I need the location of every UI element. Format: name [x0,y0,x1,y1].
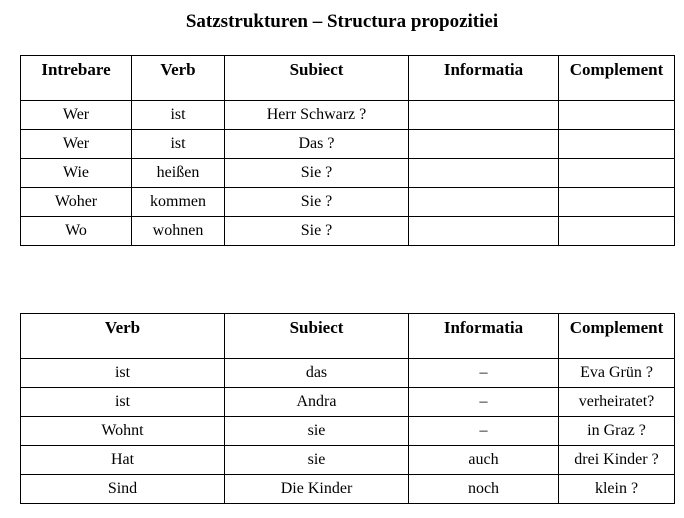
cell-subiect: sie [225,417,409,446]
cell-intrebare: Wie [21,159,132,188]
cell-verb: ist [132,130,225,159]
cell-informatia [409,130,559,159]
cell-verb: ist [132,101,225,130]
cell-complement [559,217,675,246]
column-header-subiect: Subiect [225,314,409,359]
cell-complement [559,130,675,159]
cell-verb: wohnen [132,217,225,246]
cell-verb: Sind [21,475,225,504]
cell-intrebare: Wer [21,101,132,130]
sentence-structure-table-questions [20,55,675,246]
document-title: Satzstrukturen – Structura propozitiei [185,11,499,32]
table-row [21,101,675,130]
cell-informatia: – [409,388,559,417]
cell-complement: verheiratet? [559,388,675,417]
column-header-complement: Complement [559,56,675,101]
cell-complement: Eva Grün ? [559,359,675,388]
cell-informatia: – [409,417,559,446]
cell-complement: drei Kinder ? [559,446,675,475]
table-header-row [21,56,675,101]
table-row [21,217,675,246]
table-row [21,130,675,159]
cell-complement [559,159,675,188]
cell-complement [559,101,675,130]
cell-intrebare: Wer [21,130,132,159]
cell-subiect: Andra [225,388,409,417]
cell-verb: Wohnt [21,417,225,446]
cell-subiect: Sie ? [225,159,409,188]
cell-subiect: Herr Schwarz ? [225,101,409,130]
table-row [21,188,675,217]
cell-informatia [409,101,559,130]
cell-informatia [409,217,559,246]
sentence-structure-table-statements [20,313,675,504]
cell-informatia: – [409,359,559,388]
cell-verb: heißen [132,159,225,188]
column-header-informatia: Informatia [409,56,559,101]
cell-complement: in Graz ? [559,417,675,446]
cell-verb: ist [21,388,225,417]
cell-complement [559,188,675,217]
cell-verb: ist [21,359,225,388]
column-header-verb: Verb [21,314,225,359]
table-row [21,359,675,388]
column-header-complement: Complement [559,314,675,359]
table-header-row [21,314,675,359]
cell-subiect: Sie ? [225,188,409,217]
cell-informatia: auch [409,446,559,475]
cell-informatia: noch [409,475,559,504]
cell-subiect: Das ? [225,130,409,159]
table-row [21,159,675,188]
cell-informatia [409,188,559,217]
column-header-informatia: Informatia [409,314,559,359]
column-header-subiect: Subiect [225,56,409,101]
cell-informatia [409,159,559,188]
cell-complement: klein ? [559,475,675,504]
cell-verb: kommen [132,188,225,217]
cell-intrebare: Wo [21,217,132,246]
cell-subiect: Sie ? [225,217,409,246]
table-row [21,475,675,504]
cell-subiect: sie [225,446,409,475]
table-row [21,417,675,446]
cell-subiect: Die Kinder [225,475,409,504]
column-header-verb: Verb [132,56,225,101]
column-header-intrebare: Intrebare [21,56,132,101]
table-row [21,388,675,417]
cell-verb: Hat [21,446,225,475]
table-row [21,446,675,475]
cell-intrebare: Woher [21,188,132,217]
cell-subiect: das [225,359,409,388]
